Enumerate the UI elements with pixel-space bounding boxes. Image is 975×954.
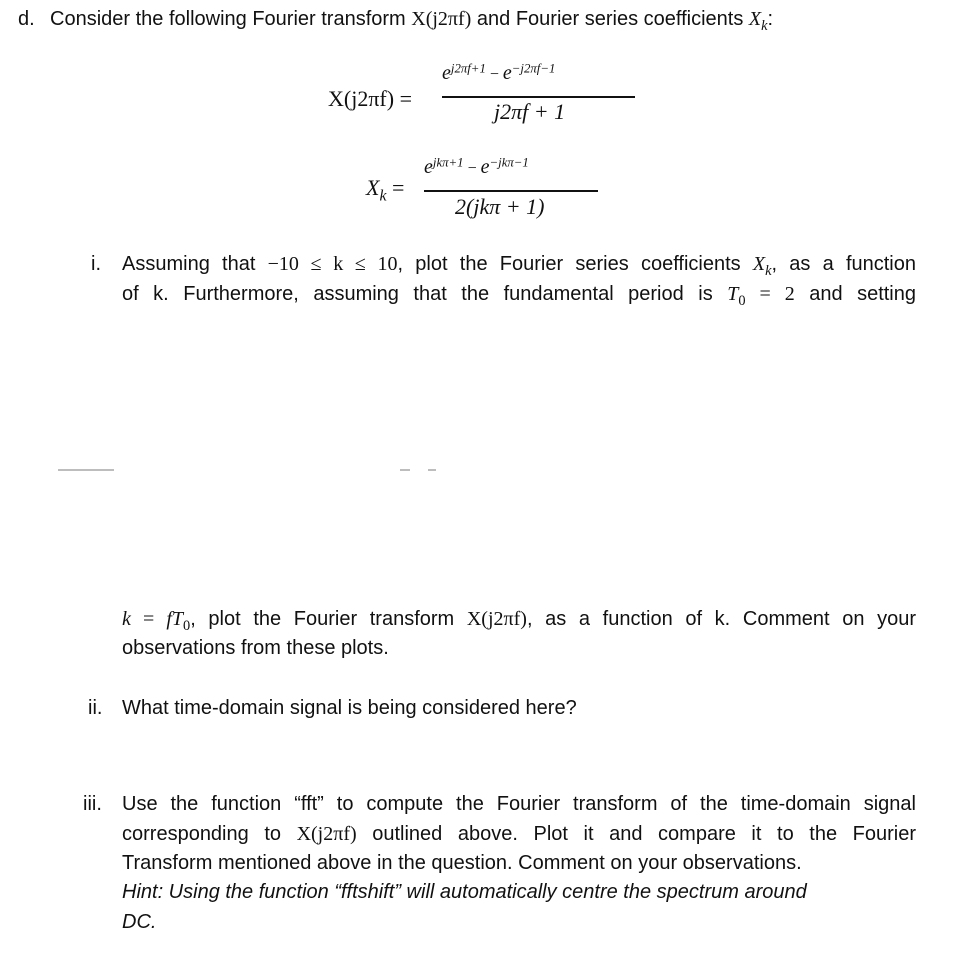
eq1-num-b-base: e [502,62,512,84]
eq1-num-minus: − [485,66,503,83]
eq1-lhs: X(j2πf) = [328,86,412,111]
intro-func: X(j2πf) [411,8,472,30]
part-iii-hint-line2: DC. [122,911,157,933]
scan-artifact [58,469,114,471]
part-i-l2-sym: T [727,283,739,305]
eq2-denominator: 2(jkπ + 1) [455,194,545,219]
part-i-l1-sub: k [765,263,772,279]
part-iii-line3: Transform mentioned above in the question. Comment on your observations. [122,852,802,874]
part-iii-line1: Use the function “fft” to compute the Fourier transform of the time-domain signal [122,793,916,815]
eq2-num-a-exp: jkπ+1 [432,155,464,170]
eq2-lhs-sub: k [379,187,387,205]
part-i-l3-suffix: , as a function of k. Comment on your [526,608,916,630]
part-i-l1-prefix: Assuming that [122,253,268,275]
part-i-l1-math: −10 ≤ k ≤ 10 [267,253,398,275]
part-i-l2-prefix: of k. Furthermore, assuming that the fundamental period is [122,283,728,305]
eq2-num-b-base: e [480,156,490,178]
part-iii-line2 [122,822,916,846]
part-i-l1-sym: X [752,253,766,275]
part-i-l1-mid: , plot the Fourier series coefficients [397,253,753,275]
part-i-line2 [122,282,916,309]
part-i-l2-suffix: and setting [794,283,916,305]
eq2-lhs-eq: = [386,175,405,200]
part-i-l3-k: k [122,608,131,630]
part-i-l3-func: X(j2πf) [466,608,527,630]
part-ii-label: ii. [88,697,103,719]
part-iii-l2-prefix: corresponding to [122,823,297,845]
part-iii-label: iii. [83,793,102,815]
part-i-l3-text: , plot the Fourier transform [190,608,467,630]
eq1-denominator: j2πf + 1 [494,99,566,124]
eq2-numerator [424,156,529,179]
intro-suffix: : [767,8,774,30]
part-iii-l2-suffix: outlined above. Plot it and compare it to the Fourier [356,823,916,845]
part-i-line3 [122,607,916,634]
eq2-lhs-sym: X [366,175,380,200]
question-label: d. [18,8,35,30]
eq2-lhs [366,175,405,205]
part-i-l2-sub: 0 [738,293,746,309]
part-ii-text: What time-domain signal is being considered here? [122,697,577,719]
intro-sym: X [748,8,762,30]
part-iii-hint-line1: Hint: Using the function “fftshift” will automatically centre the spectrum around [122,881,807,903]
eq2-num-b-exp: −jkπ−1 [489,155,529,170]
part-i-line1 [122,252,916,279]
part-i-l3-eq: = [130,608,167,630]
eq1-num-a-exp: j2πf+1 [450,61,486,76]
part-i-l2-math: = 2 [745,283,795,305]
part-i-line4: observations from these plots. [122,637,389,659]
intro-prefix: Consider the following Fourier transform [50,8,412,30]
eq2-num-a-base: e [424,156,433,178]
part-iii-l2-func: X(j2πf) [296,823,357,845]
intro-mid: and Fourier series coefficients [471,8,749,30]
part-i-l3-f: fT [166,608,184,630]
part-i-l1-suffix: , as a function [771,253,916,275]
scan-artifact [428,469,436,471]
part-i-l3-sub: 0 [183,618,191,634]
eq1-num-a-base: e [442,62,451,84]
eq2-fraction-bar [424,190,598,192]
part-i-label: i. [91,253,101,275]
scan-artifact [400,469,410,471]
eq1-num-b-exp: −j2πf−1 [511,61,556,76]
eq2-num-minus: − [463,160,481,177]
equation-fourier-series [0,0,975,240]
intro-sub: k [761,18,768,34]
